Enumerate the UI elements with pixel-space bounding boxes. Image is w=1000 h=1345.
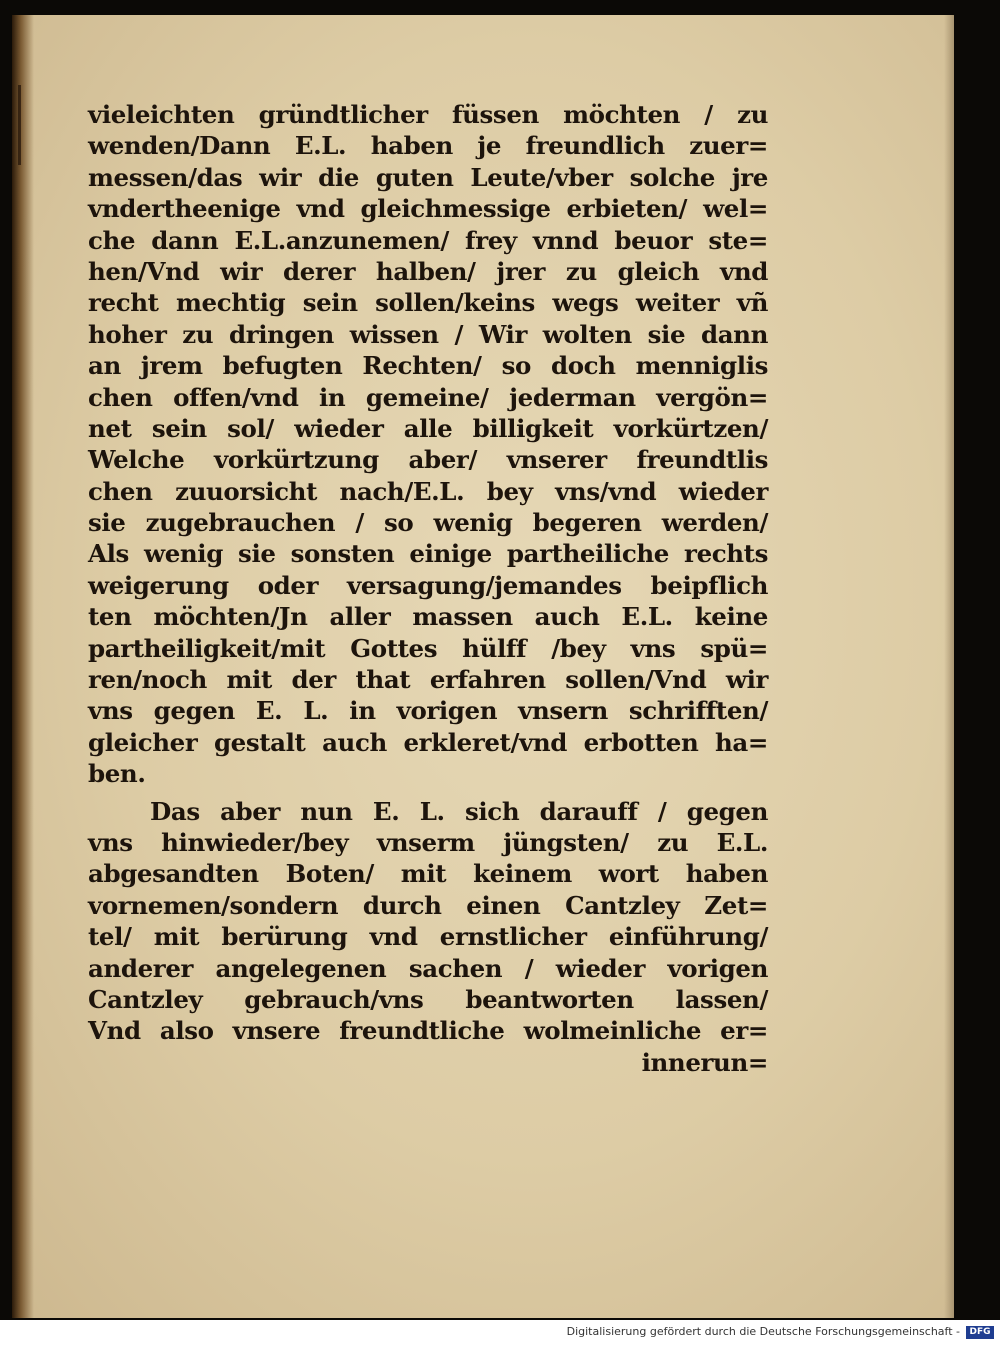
text-line: ben. <box>88 759 146 789</box>
text-line: anderer angelegenen sachen / wieder vorigen <box>88 953 768 983</box>
text-line: an jrem befugten Rechten/ so doch menniglis <box>88 351 768 381</box>
text-line: abgesandten Boten/ mit keinem wort haben <box>88 859 768 889</box>
text-line: Als wenig sie sonsten einige partheiliche rechts <box>88 539 768 569</box>
text-line: vns hinwieder/bey vnserm jüngsten/ zu E.L. <box>88 827 768 857</box>
text-line: chen zuuorsicht nach/E.L. bey vns/vnd wieder <box>88 476 768 506</box>
text-line: Vnd also vnsere freundtliche wolmeinliche er= <box>88 1016 768 1046</box>
catchword: innerun= <box>641 1047 768 1077</box>
funding-credit: Digitalisierung gefördert durch die Deutsche Forschungsgemeinschaft - <box>566 1325 960 1338</box>
text-line: recht mechtig sein sollen/keins wegs weiter vñ <box>88 288 768 318</box>
text-line: tel/ mit berürung vnd ernstlicher einführung/ <box>88 922 768 952</box>
dfg-logo-icon: DFG <box>966 1326 994 1339</box>
gutter-mark <box>18 85 21 165</box>
text-line: vornemen/sondern durch einen Cantzley Zet= <box>88 890 768 920</box>
text-line: ten möchten/Jn aller massen auch E.L. keine <box>88 602 768 632</box>
page-text <box>88 99 768 1078</box>
book-page <box>12 15 954 1318</box>
text-line: vndertheenige vnd gleichmessige erbieten/ wel= <box>88 194 768 224</box>
text-line: vns gegen E. L. in vorigen vnsern schrifften/ <box>88 696 768 726</box>
text-line: Welche vorkürtzung aber/ vnserer freundtlis <box>88 445 768 475</box>
text-line: chen offen/vnd in gemeine/ jederman vergön= <box>88 382 768 412</box>
text-line: net sein sol/ wieder alle billigkeit vorkürtzen/ <box>88 413 768 443</box>
text-line: partheiligkeit/mit Gottes hülff /bey vns spü= <box>88 633 768 663</box>
text-line: wenden/Dann E.L. haben je freundlich zuer= <box>88 131 768 161</box>
paragraph-start-line: Das aber nun E. L. sich darauff / gegen <box>150 796 768 826</box>
text-line: sie zugebrauchen / so wenig begeren werden/ <box>88 508 768 538</box>
binding-gutter <box>12 15 34 1318</box>
text-line: che dann E.L.anzunemen/ frey vnnd beuor ste= <box>88 225 768 255</box>
text-line: hen/Vnd wir derer halben/ jrer zu gleich vnd <box>88 256 768 286</box>
text-line: Cantzley gebrauch/vns beantworten lassen/ <box>88 984 768 1014</box>
text-line: messen/das wir die guten Leute/vber solche jre <box>88 162 768 192</box>
text-line: weigerung oder versagung/jemandes beipflich <box>88 570 768 600</box>
text-line: gleicher gestalt auch erkleret/vnd erbotten ha= <box>88 727 768 757</box>
page-edge <box>944 15 954 1318</box>
text-line: vieleichten gründtlicher füssen möchten / zu <box>88 100 768 129</box>
text-line: ren/noch mit der that erfahren sollen/Vnd wir <box>88 665 768 695</box>
footer-bar <box>0 1320 1000 1345</box>
text-line: hoher zu dringen wissen / Wir wolten sie dann <box>88 319 768 349</box>
